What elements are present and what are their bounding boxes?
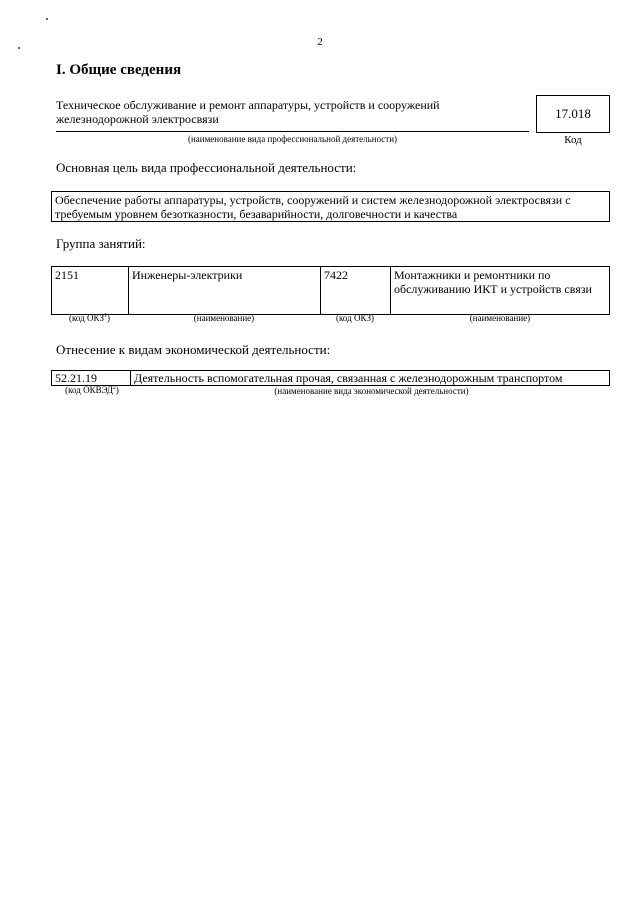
economic-activity-table <box>51 370 610 386</box>
goal-text: Обеспечение работы аппаратуры, устройств, сооружений и систем железнодорожной электросвязи с требуемым уровнем безотказности, безаварийности, долговечности и качества <box>51 191 610 222</box>
okz-code-2: 7422 <box>321 267 391 315</box>
activity-name: Техническое обслуживание и ремонт аппаратуры, устройств и сооружений железнодорожной электросвязи <box>56 98 440 126</box>
okved-code: 52.21.19 <box>52 371 131 386</box>
okved-code-caption: (код ОКВЭД$^2$) <box>65 385 119 395</box>
occupation-group-heading: Группа занятий: <box>56 236 146 251</box>
activity-name-caption: (наименование вида профессиональной деятельности) <box>187 134 398 144</box>
economic-activity-name: Деятельность вспомогательная прочая, связанная с железнодорожным транспортом <box>131 371 610 386</box>
table-row <box>52 267 610 315</box>
activity-code: 17.018 <box>555 106 591 121</box>
economic-activity-heading: Отнесение к видам экономической деятельности: <box>56 342 331 357</box>
activity-code-box <box>536 95 610 133</box>
occupation-name-2: Монтажники и ремонтники по обслуживанию ИКТ и устройств связи <box>391 267 610 315</box>
goal-heading: Основная цель вида профессиональной деятельности: <box>56 160 357 175</box>
scan-speck <box>46 18 48 20</box>
occupation-name-1: Инженеры-электрики <box>129 267 321 315</box>
activity-code-caption: Код <box>564 134 582 146</box>
occupation-group-table <box>51 266 610 315</box>
table-row <box>52 371 610 386</box>
okz-code-caption-1: (код ОКЗ$^1$) <box>69 313 110 323</box>
occupation-name-caption-2: (наименование) <box>469 313 531 323</box>
okz-code-1: 2151 <box>52 267 129 315</box>
occupation-name-caption-1: (наименование) <box>193 313 255 323</box>
page-number: 2 <box>317 36 323 48</box>
economic-activity-caption: (наименование вида экономической деятельности) <box>274 386 469 396</box>
okz-code-caption-2: (код ОКЗ) <box>336 313 374 323</box>
activity-underline <box>56 131 529 132</box>
section-title: I. Общие сведения <box>56 62 182 78</box>
